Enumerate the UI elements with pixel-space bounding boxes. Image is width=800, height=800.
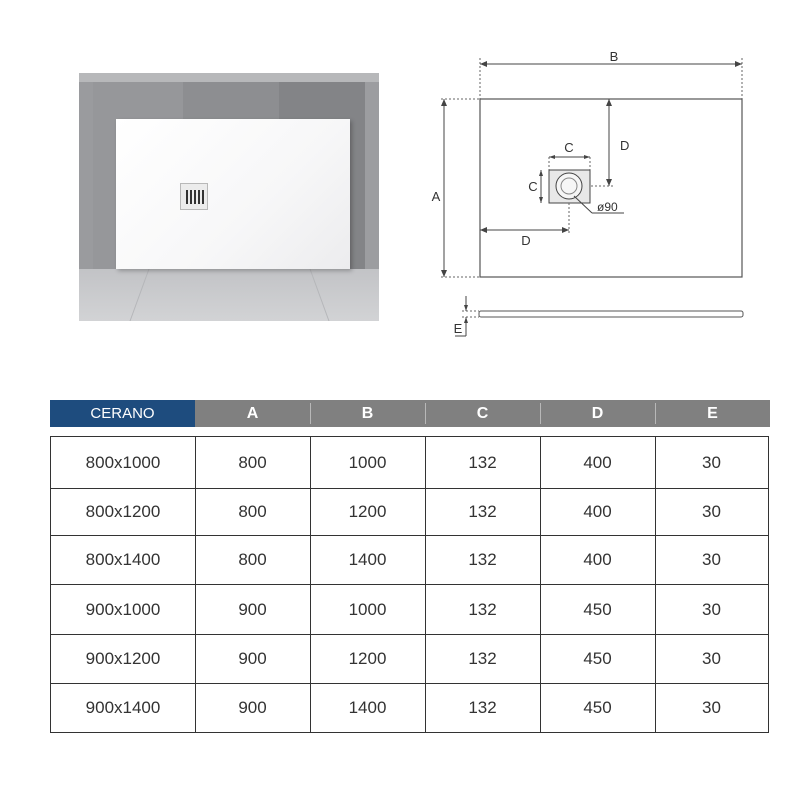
column-header-e: E [707, 405, 718, 422]
size-cell: 900x1200 [85, 649, 161, 668]
label-d-horizontal: D [521, 233, 531, 248]
table-row [51, 683, 768, 732]
a-cell: 800 [238, 502, 267, 521]
label-d-vertical: D [620, 138, 630, 153]
column-header-b: B [361, 405, 374, 422]
arrow-icon [735, 61, 742, 67]
table-row [51, 634, 768, 683]
table-row [51, 488, 768, 535]
drain-circle [556, 173, 582, 199]
a-cell: 900 [238, 698, 267, 717]
label-b: B [609, 49, 619, 64]
e-cell: 30 [702, 698, 721, 717]
table-row [51, 437, 768, 488]
a-cell: 800 [238, 452, 267, 472]
arrow-icon [441, 99, 447, 106]
b-cell: 1400 [348, 550, 387, 569]
table-header [50, 400, 770, 427]
e-cell: 30 [702, 452, 721, 472]
d-cell: 400 [583, 550, 612, 569]
d-cell: 450 [583, 599, 612, 619]
a-cell: 900 [238, 649, 267, 668]
d-cell: 450 [583, 698, 612, 717]
c-cell: 132 [468, 698, 497, 717]
arrow-icon [464, 305, 468, 311]
c-cell: 132 [468, 502, 497, 521]
a-cell: 800 [238, 550, 267, 569]
label-c-top: C [564, 140, 574, 155]
arrow-icon [480, 61, 487, 67]
b-cell: 1200 [348, 502, 387, 521]
d-cell: 400 [583, 502, 612, 521]
table-row [51, 535, 768, 584]
size-cell: 800x1000 [85, 452, 161, 472]
brand-header: CERANO [50, 400, 195, 427]
e-cell: 30 [702, 550, 721, 569]
table-row [51, 584, 768, 634]
c-cell: 132 [468, 550, 497, 569]
c-cell: 132 [468, 649, 497, 668]
d-cell: 450 [583, 649, 612, 668]
b-cell: 1400 [348, 698, 387, 717]
b-cell: 1000 [348, 452, 387, 472]
d-cell: 400 [583, 452, 612, 472]
e-cell: 30 [702, 649, 721, 668]
table-body [50, 436, 769, 733]
b-cell: 1000 [348, 599, 387, 619]
size-cell: 800x1200 [85, 502, 161, 521]
c-cell: 132 [468, 452, 497, 472]
size-cell: 900x1000 [85, 599, 161, 619]
size-cell: 800x1400 [85, 550, 161, 569]
column-header-a: A [246, 405, 259, 422]
c-cell: 132 [468, 599, 497, 619]
label-a: A [431, 189, 441, 204]
arrow-icon [464, 317, 468, 323]
e-cell: 30 [702, 502, 721, 521]
a-cell: 900 [238, 599, 267, 619]
technical-drawing [0, 0, 800, 360]
column-header-c: C [476, 405, 489, 422]
label-diameter: ø90 [597, 200, 618, 214]
arrow-icon [441, 270, 447, 277]
label-e: E [453, 321, 463, 336]
tray-side-profile [479, 311, 743, 317]
b-cell: 1200 [348, 649, 387, 668]
tray-top-view [480, 99, 742, 277]
e-cell: 30 [702, 599, 721, 619]
label-c-left: C [528, 179, 538, 194]
size-cell: 900x1400 [85, 698, 161, 717]
column-header-d: D [591, 405, 604, 422]
